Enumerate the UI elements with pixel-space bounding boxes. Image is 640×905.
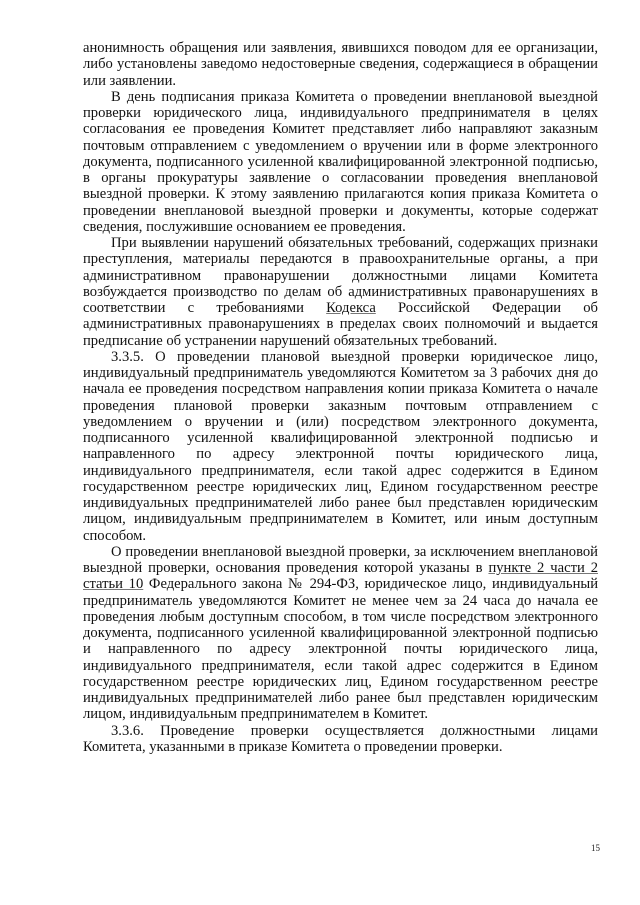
paragraph-unscheduled-text-before: О проведении внеплановой выездной проверки, за исключением внеплановой выездной проверки, основания проведения которой указаны в <box>83 543 598 576</box>
paragraph-3-3-5: 3.3.5. О проведении плановой выездной проверки юридическое лицо, индивидуальный предприниматель уведомляются Комитетом за 3 рабочих дня до начала ее проведения посредством направления копии приказа Комитета о начале проведения плановой проверки заказным почтовым отправлением с уведомлением о вручении и (или) посредством электронного документа, подписанного усиленной квалифицированной электронной подписью и направленного по адресу электронной почты юридического лица, индивидуального предпринимателя, если такой адрес содержится в Едином государственном реестре юридических лиц, Едином государственном реестре индивидуальных предпринимателей либо ранее был представлен юридическим лицом, индивидуальным предпринимателем в Комитет, или иным доступным способом. <box>83 348 598 544</box>
document-body <box>83 40 598 755</box>
paragraph-violations <box>83 235 598 349</box>
paragraph-unscheduled-text-after: Федерального закона № 294-ФЗ, юридическое лицо, индивидуальный предприниматель уведомляются Комитет не менее чем за 24 часа до начала ее проведения любым доступным способом, в том числе посредством электронного документа, подписанного усиленной квалифицированной электронной подписью и направленного по адресу электронной почты юридического лица, индивидуального предпринимателя, если такой адрес содержится в Едином государственном реестре юридических лиц, Едином государственном реестре индивидуальных предпринимателей либо ранее был представлен юридическим лицом, индивидуальным предпринимателем в Комитет. <box>83 576 598 723</box>
paragraph-violations-text-before: При выявлении нарушений обязательных требований, содержащих признаки преступления, материалы передаются в правоохранительные органы, а при административном правонарушении должностными лицами Комитета возбуждается производство по делам об административных правонарушениях в соответствии с требованиями <box>83 235 598 316</box>
paragraph-anonymity: анонимность обращения или заявления, явившихся поводом для ее организации, либо установлены заведомо недостоверные сведения, содержащиеся в обращении или заявлении. <box>83 40 598 89</box>
page-number: 15 <box>591 843 600 853</box>
paragraph-prosecutor-approval: В день подписания приказа Комитета о проведении внеплановой выездной проверки юридического лица, индивидуального предпринимателя в целях согласования ее проведения Комитет представляет либо направляют заказным почтовым отправлением с уведомлением о вручении или в форме электронного документа, подписанного усиленной квалифицированной электронной подписью, в органы прокуратуры заявление о согласовании проведения внеплановой выездной проверки. К этому заявлению прилагаются копия приказа Комитета о проведении внеплановой выездной проверки и документы, которые содержат сведения, послужившие основанием ее проведения. <box>83 88 598 235</box>
paragraph-unscheduled-notice <box>83 544 598 723</box>
paragraph-3-3-6: 3.3.6. Проведение проверки осуществляется должностными лицами Комитета, указанными в приказе Комитета о проведении проверки. <box>83 722 598 755</box>
paragraph-violations-text-after: Российской Федерации об административных правонарушениях в пределах своих полномочий и выдается предписание об устранении нарушений обязательных требований. <box>83 300 598 349</box>
link-code[interactable]: Кодекса <box>326 300 376 316</box>
link-law-article[interactable]: пункте 2 части 2 статьи 10 <box>83 560 598 593</box>
